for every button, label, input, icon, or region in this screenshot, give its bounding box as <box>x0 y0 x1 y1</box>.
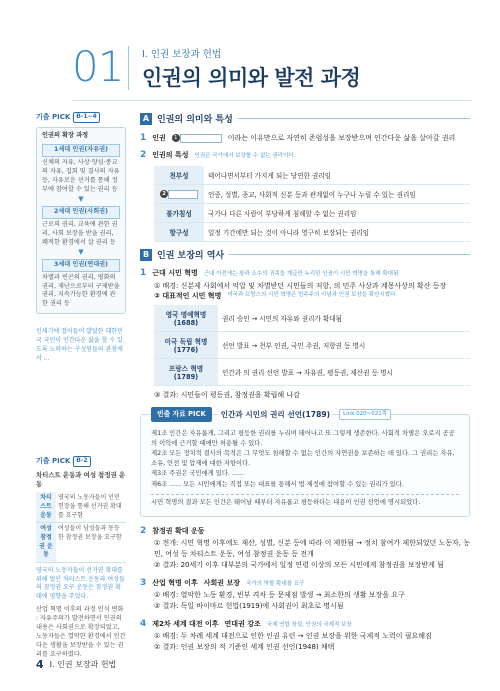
revolution-annotation: 미국과 프랑스의 시민 혁명은 민주주의 이념과 인권 보장을 확산시켰다. <box>227 292 398 299</box>
revolution-value: 인간과 의 권리 선언 발표 → 자유권, 평등권, 재산권 등 명시 <box>218 359 470 386</box>
table-row <box>154 359 470 386</box>
table-row <box>36 492 126 523</box>
quote-line: 제1조 인간은 자유롭게, 그리고 평등한 권리를 누리며 태어나고 또 그렇게 생존한다. 사회적 차별은 오로지 공공의 이익에 근거할 때에만 허용될 수 있다. <box>151 430 455 448</box>
section-heading <box>140 248 470 261</box>
traits-table <box>154 166 470 242</box>
trait-value: 일정 기간에만 되는 것이 아니라 영구히 보장되는 권리임 <box>204 223 470 242</box>
section-title: 인권 보장의 역사 <box>157 251 225 261</box>
quote-pill: 빈출 자료 PICK <box>151 407 212 422</box>
item-number: 2 <box>140 149 147 160</box>
quote-summary: 시민 혁명의 결과 모든 인간은 태어날 때부터 자유롭고 평등하다는 내용이 인권 선언에 명시되었다. <box>151 494 459 508</box>
item-title-suffix: 연대권 강조 <box>224 619 261 628</box>
sidebar-pick-2 <box>36 456 126 660</box>
blank-box[interactable] <box>168 190 198 199</box>
item-title-suffix: 사회권 보장 <box>203 578 240 587</box>
item-number: 1 <box>140 268 147 278</box>
pick-heading <box>36 456 126 467</box>
section-rule <box>238 118 470 119</box>
quote-line: 제3조 주권은 국민에게 있다. ...... <box>151 470 244 478</box>
background-line: ① 배경: 두 차례 세계 대전으로 인한 인권 유린 → 인권 보장을 위한 국제적 노력이 필요해짐 <box>154 632 432 641</box>
section-letter: A <box>140 113 152 125</box>
subsection-4 <box>140 618 470 632</box>
table-row <box>154 185 470 204</box>
item-number: 4 <box>140 618 147 629</box>
item-annotation: 국제 연합 창설, 인권의 국제적 보장 <box>266 621 352 628</box>
item-label: 제2차 세계 대전 이후 <box>152 619 219 628</box>
revolution-value: 선언 발표 → 천부 인권, 국민 주권, 저항권 등 명시 <box>218 332 470 359</box>
pick-heading <box>36 112 126 123</box>
blank-box[interactable] <box>180 134 222 143</box>
link-badge[interactable]: Link 020~021쪽 <box>339 409 391 420</box>
row-value: 영국의 노동자들이 인민헌장을 통해 선거권 확대를 요구함 <box>56 492 126 523</box>
sidebar-footnote: 산업 혁명 이후의 과정 인식 변화 : 자유주의가 발전하면서 인권의 내용은 사회권으로 확장되었고, 노동자들은 열악한 환경에서 인간다운 생활을 보장받을 수 있는 권리를 요구하였다. <box>36 605 126 658</box>
generation-label: 2세대 인권(사회권) <box>42 206 120 219</box>
item-definition <box>140 132 470 146</box>
section-heading <box>140 112 470 125</box>
quote-title: 인간과 시민의 권리 선언(1789) <box>218 409 333 421</box>
rights-expansion-card <box>36 127 126 315</box>
background-line: ① 전개: 시민 혁명 이후에도 재산, 성별, 신분 등에 따라 이 제한됨 → 정치 참여가 제한되었던 노동자, 농민, 여성 등 차티스트 운동, 여성 참정권 운동 등 전개 <box>154 539 470 558</box>
revolution-key: 미국 독립 혁명(1776) <box>154 332 218 359</box>
subsection-1 <box>140 267 470 281</box>
item-text: 이라는 이유만으로 자연히 존엄성을 보장받으며 인간다운 삶을 살아갈 권리 <box>227 134 456 142</box>
section-b <box>140 248 470 653</box>
result-line: ③ 결과: 시민들이 평등권, 참정권을 확립해 나감 <box>154 391 300 400</box>
card-caption: 차티스트 운동과 여성 참정권 운동 <box>36 470 126 488</box>
pick-range: B-1~4 <box>73 112 99 123</box>
quote-line: 제6조 ...... 모든 시민에게는 직접 또는 대표를 통해서 법 제정에 참여할 수 있는 권리가 있다. <box>151 480 404 488</box>
item-number: 2 <box>140 525 147 536</box>
pick-label: 기출 PICK <box>36 113 71 122</box>
background-line: ① 배경: 신분제 사회에서 억압 및 차별받던 시민들의 저항, 의 민주 사상과 계몽사상의 확산 등장 <box>154 281 447 290</box>
generation-label: 3세대 인권(연대권) <box>42 259 120 272</box>
item-annotation: 인권은 국가에서 보장할 수 없는 권리이다. <box>194 152 296 159</box>
chapter-divider <box>128 46 129 90</box>
revolution-key: 영국 명예혁명(1688) <box>154 305 218 332</box>
page-footer <box>36 658 116 671</box>
row-key: 차티스트 운동 <box>36 492 56 523</box>
row-value: 여성들이 남성들과 동등한 참정권 보장을 요구함 <box>56 523 126 563</box>
trait-key: 천부성 <box>154 166 204 185</box>
item-label: 인권의 특성 <box>152 150 189 159</box>
section-rule <box>229 254 470 255</box>
section-letter: B <box>140 249 152 261</box>
chapter-number: 01 <box>72 42 124 91</box>
pick-range: B-2 <box>73 456 90 467</box>
revolution-heading <box>154 291 470 302</box>
item-label: 인권 <box>152 134 166 142</box>
trait-key: 항구성 <box>154 223 204 242</box>
fill-blank[interactable] <box>172 133 222 144</box>
revolution-value: 권리 승인 → 시민의 자유와 권리가 확대됨 <box>218 305 470 332</box>
generation-text: 차별과 빈곤의 권리, 평화의 권리, 재난으로부터 구제받을 권리, 지속가능한 환경에 관한 권리 등 <box>42 273 120 308</box>
header-rule <box>72 100 472 101</box>
blank-marker-icon: 1 <box>172 134 180 142</box>
movement-table <box>36 492 126 563</box>
table-row <box>154 166 470 185</box>
chapter-title: 인권의 의미와 발전 과정 <box>142 66 361 90</box>
arrow-down-icon: ▼ <box>78 247 84 256</box>
generation-text: 신체의 자유, 사상·양심·종교의 자유, 집회 및 결사의 자유 등, 자유로운 선거를 통해 정부에 참여할 수 있는 권리 등 <box>42 158 120 193</box>
item-label: 근대 시민 혁명 <box>152 269 198 277</box>
generation-text: 근로의 권리, 교육에 관한 권리, 사회 보장을 받을 권리, 쾌적한 환경에서 살 권리 등 <box>42 220 118 246</box>
background-line: ① 배경: 열악한 노동 환경, 빈부 격차 등 문제점 발생 → 최소한의 생활 보장을 요구 <box>154 591 405 600</box>
revolution-label: ② 대표적인 시민 혁명 <box>154 292 222 301</box>
sidebar-pick-1 <box>36 112 126 363</box>
page-number: 4 <box>36 658 44 671</box>
revolution-key: 프랑스 혁명(1789) <box>154 359 218 386</box>
generation-label: 1세대 인권(자유권) <box>42 144 120 157</box>
pick-label: 기출 PICK <box>36 457 71 466</box>
card-caption: 인권의 확장 과정 <box>42 131 89 139</box>
section-title: 인권의 의미와 특성 <box>157 115 233 125</box>
arrow-down-icon: ▼ <box>78 194 84 203</box>
item-number: 3 <box>140 577 147 588</box>
subsection-3 <box>140 577 470 591</box>
table-row <box>154 332 470 359</box>
sidebar-note: 인세기에 접어들어 발달한 대한민국 국민이 인간다운 삶을 할 수 있도록 노력하는 구성원들의 관점에서 ... <box>36 328 123 362</box>
quote-heading <box>151 407 391 422</box>
source-quote-box <box>140 409 470 516</box>
trait-value: 태어나면서부터 가지게 되는 당연한 권리임 <box>204 166 470 185</box>
revolutions-table <box>154 305 470 386</box>
chapter-header <box>0 0 500 110</box>
trait-key <box>154 185 204 204</box>
table-row <box>36 523 126 563</box>
item-traits <box>140 149 470 163</box>
item-annotation: 근대 이전에는 왕과 소수의 귀족들 계급만 누리던 인권이 시민 혁명을 통해 확대됨 <box>203 271 399 277</box>
footer-unit: Ⅰ. 인권 보장과 헌법 <box>49 660 117 669</box>
item-label: 산업 혁명 이후 <box>152 578 198 587</box>
unit-label: Ⅰ. 인권 보장과 헌법 <box>142 49 222 60</box>
item-label: 참정권 확대 운동 <box>152 526 205 535</box>
table-row <box>154 204 470 223</box>
row-key: 여성 참정권 운동 <box>36 523 56 563</box>
result-line: ② 결과: 인권 보장의 적 기준인 세계 인권 선언(1948) 채택 <box>154 643 335 652</box>
table-row <box>154 305 470 332</box>
item-annotation: 국가의 역할 확대를 요구 <box>245 580 305 587</box>
quote-line: 제2조 모든 정치적 결사의 목적은 그 무엇도 침해할 수 없는 인간의 자연권을 보존하는 데 있다. 그 권리는 자유, 소유, 안전 및 압제에 대한 저항이다. <box>151 450 455 468</box>
sidebar-note: 영국의 노동자들이 선거권 확대를 위해 벌인 차티스트 운동과 여성들의 참정권 요구 운동은 참정권 확대에 영향을 주었다. <box>36 567 125 601</box>
trait-value: 국가나 다른 사람이 부당하게 침해할 수 없는 권리임 <box>204 204 470 223</box>
trait-value: 인종, 성별, 종교, 사회적 신분 등과 관계없이 누구나 누릴 수 있는 권리임 <box>204 185 470 204</box>
item-number: 1 <box>140 133 147 143</box>
subsection-2 <box>140 525 470 539</box>
blank-marker-icon: 2 <box>160 190 168 198</box>
result-line: ② 결과: 독일 바이마르 헌법(1919)에 사회권이 최초로 명시됨 <box>154 602 344 610</box>
trait-key: 불가침성 <box>154 204 204 223</box>
table-row <box>154 223 470 242</box>
section-a <box>140 112 470 242</box>
result-line: ② 결과: 20세기 이후 대부분의 국가에서 일정 연령 이상의 모든 시민에게 참정권을 보장받게 됨 <box>154 560 444 569</box>
